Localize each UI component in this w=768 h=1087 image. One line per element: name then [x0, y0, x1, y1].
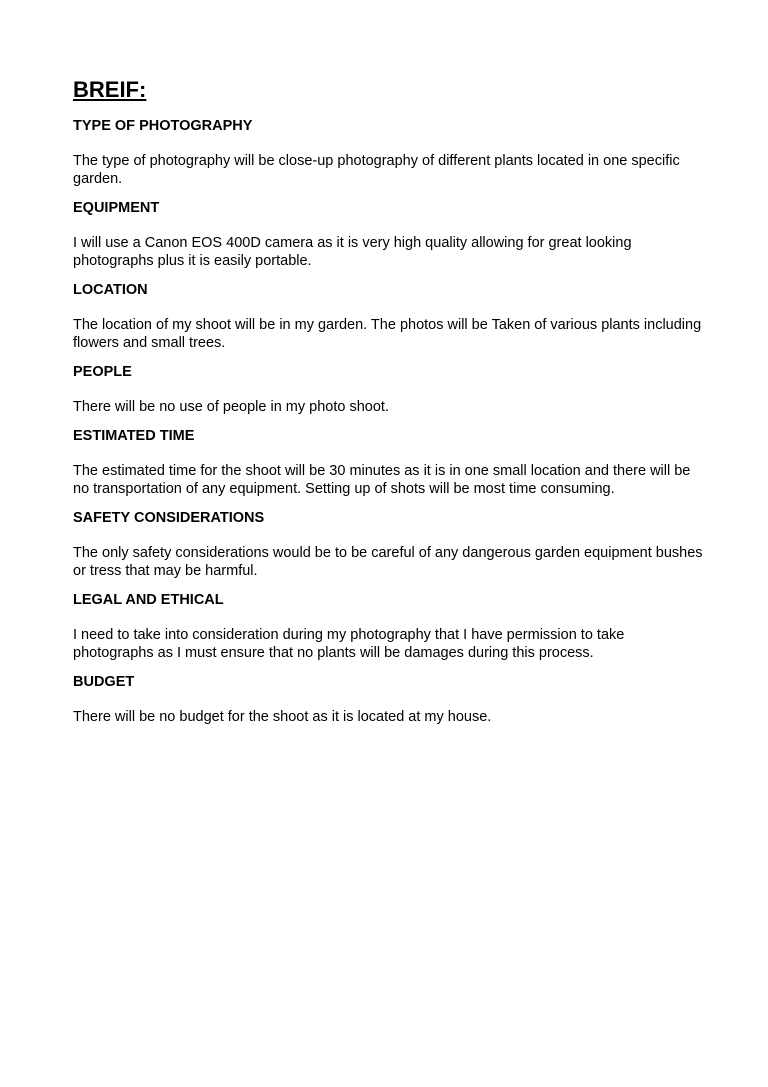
section-heading: SAFETY CONSIDERATIONS [73, 510, 265, 526]
section-safety-considerations [73, 509, 703, 580]
section-location [73, 281, 703, 352]
section-heading: LOCATION [73, 282, 148, 298]
section-text: The type of photography will be close-up photography of different plants located in one specific garden. [73, 153, 680, 187]
section-text: There will be no budget for the shoot as it is located at my house. [73, 709, 492, 725]
section-heading: PEOPLE [73, 364, 132, 380]
section-heading: BUDGET [73, 674, 135, 690]
section-heading: EQUIPMENT [73, 200, 160, 216]
section-text: I need to take into consideration during my photography that I have permission to take photographs as I must ensure that no plants will be damages during this process. [73, 627, 625, 661]
section-text: The estimated time for the shoot will be 30 minutes as it is in one small location and there will be no transportation of any equipment. Setting up of shots will be most time consuming. [73, 463, 691, 497]
section-text: The only safety considerations would be to be careful of any dangerous garden equipment bushes or tress that may be harmful. [73, 545, 703, 579]
document-page [73, 75, 703, 737]
section-legal-and-ethical [73, 591, 703, 662]
section-heading: TYPE OF PHOTOGRAPHY [73, 118, 253, 134]
section-people [73, 363, 703, 416]
document-title: BREIF: [73, 77, 147, 102]
section-heading: LEGAL AND ETHICAL [73, 592, 224, 608]
section-text: I will use a Canon EOS 400D camera as it is very high quality allowing for great looking photographs plus it is easily portable. [73, 235, 632, 269]
section-equipment [73, 199, 703, 270]
section-budget [73, 673, 703, 726]
section-heading: ESTIMATED TIME [73, 428, 195, 444]
section-type-of-photography [73, 117, 703, 188]
section-text: The location of my shoot will be in my garden. The photos will be Taken of various plants including flowers and small trees. [73, 317, 702, 351]
section-text: There will be no use of people in my photo shoot. [73, 399, 389, 415]
section-estimated-time [73, 427, 703, 498]
